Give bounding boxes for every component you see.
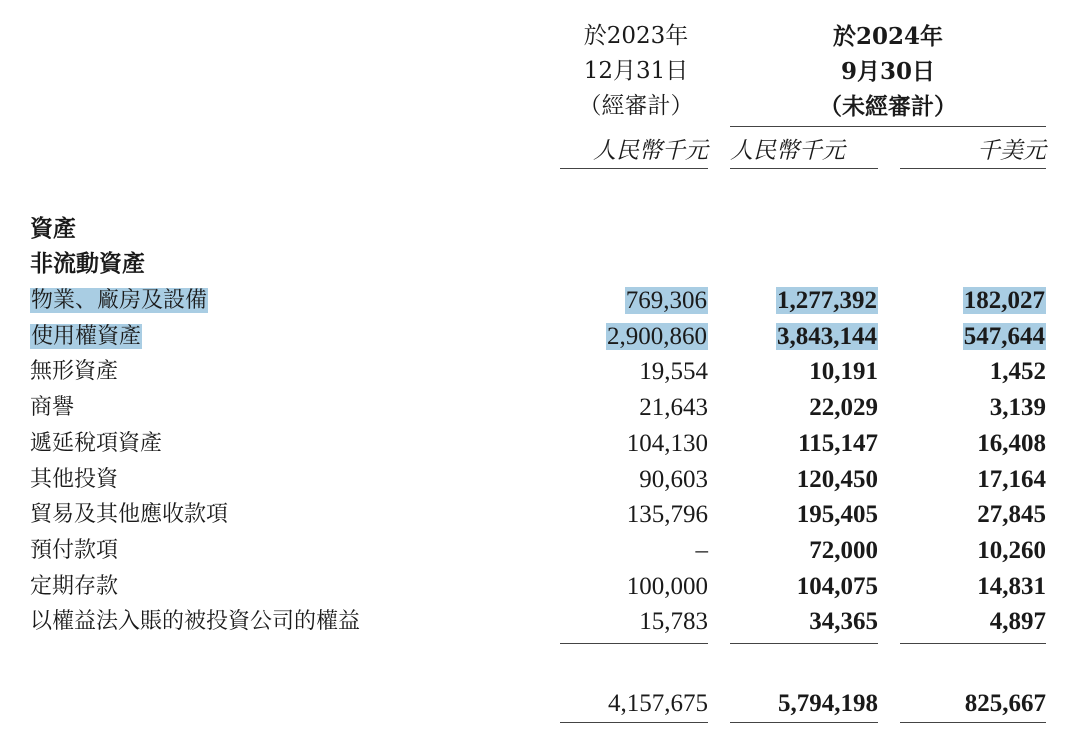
header-2023-year: 於2023年: [583, 23, 689, 49]
subtotal-rule-3: [900, 643, 1046, 644]
table-row: [0, 604, 1080, 639]
value-2024-usd: [900, 569, 1046, 604]
row-label: [30, 533, 118, 568]
value-2023-rmb: [560, 569, 708, 604]
value-2024-usd: [900, 354, 1046, 389]
value-2024-rmb: [730, 497, 878, 532]
value-2024-rmb: [730, 426, 878, 461]
value-2023-rmb: [560, 604, 708, 639]
subtotal-rule-1: [560, 643, 708, 644]
table-row: [0, 569, 1080, 604]
section-non-current-assets: 非流動資產: [30, 251, 145, 277]
value-2023-rmb-text: 104,130: [626, 429, 708, 457]
value-2024-usd-text: 27,845: [977, 501, 1046, 529]
row-label: [30, 497, 228, 532]
table-row: [0, 497, 1080, 532]
value-2023-rmb-text: 21,643: [639, 394, 708, 422]
value-2024-rmb: [730, 533, 878, 568]
value-2024-rmb-text: 104,075: [796, 572, 878, 600]
value-2024-rmb-text: 120,450: [796, 465, 878, 493]
value-2024-usd-text: 16,408: [977, 429, 1046, 457]
value-2024-usd-text: 1,452: [989, 358, 1046, 386]
value-2024-usd: [900, 426, 1046, 461]
total-rule-1: [560, 722, 708, 723]
unit-rmb-2023: 人民幣千元: [593, 138, 708, 164]
total-rule-2: [730, 722, 878, 723]
value-2024-usd-text: 10,260: [977, 536, 1046, 564]
value-2023-rmb-text: 19,554: [639, 358, 708, 386]
value-2024-usd-text: 17,164: [977, 465, 1046, 493]
value-2023-rmb: [560, 390, 708, 425]
value-2024-usd-text: 182,027: [963, 287, 1045, 314]
row-label: [30, 390, 74, 425]
value-2024-rmb: [730, 604, 878, 639]
row-label-text: 無形資產: [30, 359, 119, 385]
table-row: [0, 319, 1080, 354]
value-2024-rmb-text: 115,147: [798, 429, 878, 457]
value-2023-rmb: [560, 283, 708, 318]
value-2024-usd-text: 14,831: [977, 572, 1046, 600]
value-2024-rmb-text: 195,405: [796, 501, 878, 529]
value-2024-rmb-text: 22,029: [809, 394, 878, 422]
value-2024-usd: [900, 497, 1046, 532]
unit-rmb-2024: 人民幣千元: [730, 138, 845, 164]
value-2023-rmb-text: 2,900,860: [607, 322, 707, 350]
table-row: [0, 533, 1080, 568]
value-2024-rmb: [730, 283, 878, 318]
value-2023-rmb-text: 769,306: [625, 287, 707, 314]
row-label-text: 預付款項: [30, 537, 119, 563]
total-rule-3: [900, 722, 1046, 723]
subtotal-rule-2: [730, 643, 878, 644]
unit-rule-3: [900, 168, 1046, 169]
total-2024-usd: 825,667: [964, 690, 1046, 717]
value-2024-rmb: [730, 319, 878, 354]
value-2023-rmb-text: 90,603: [639, 465, 708, 493]
table-row: [0, 462, 1080, 497]
value-2024-rmb-text: 34,365: [809, 608, 878, 636]
unit-rule-1: [560, 168, 708, 169]
row-label: [30, 569, 118, 604]
value-2023-rmb: [560, 426, 708, 461]
value-2024-rmb: [730, 462, 878, 497]
table-row: [0, 354, 1080, 389]
header-2024-audit: （未經審計）: [819, 93, 957, 120]
value-2024-rmb-text: 10,191: [809, 358, 878, 386]
header-2024-year: 於2024年: [832, 23, 943, 50]
row-label-text: 定期存款: [30, 573, 119, 599]
value-2023-rmb-text: 100,000: [626, 572, 708, 600]
value-2024-rmb-text: 3,843,144: [777, 322, 877, 350]
value-2024-rmb: [730, 390, 878, 425]
value-2024-usd-text: 547,644: [963, 322, 1045, 350]
row-label: [30, 462, 118, 497]
column-header-2024: [730, 19, 1046, 124]
value-2024-rmb: [730, 354, 878, 389]
value-2024-usd: [900, 462, 1046, 497]
row-label-text: 物業、廠房及設備: [31, 288, 208, 313]
value-2023-rmb-text: –: [695, 536, 708, 564]
value-2024-usd: [900, 604, 1046, 639]
row-label-text: 使用權資產: [31, 323, 142, 349]
value-2024-rmb: [730, 569, 878, 604]
table-row: [0, 283, 1080, 318]
row-label-text: 貿易及其他應收款項: [30, 502, 229, 528]
total-2023: 4,157,675: [608, 690, 708, 717]
value-2024-usd: [900, 283, 1046, 318]
table-row: [0, 426, 1080, 461]
value-2023-rmb-text: 15,783: [639, 608, 708, 636]
value-2024-rmb-text: 1,277,392: [777, 287, 877, 314]
value-2023-rmb: [560, 462, 708, 497]
row-label: [30, 354, 118, 389]
header-2024-date: 9月30日: [840, 58, 935, 85]
row-label-text: 其他投資: [30, 466, 119, 492]
header-2023-date: 12月31日: [583, 58, 689, 84]
value-2023-rmb: [560, 354, 708, 389]
column-header-2023: [566, 19, 706, 124]
row-label-text: 以權益法入賬的被投資公司的權益: [30, 609, 361, 635]
value-2023-rmb: [560, 319, 708, 354]
value-2024-usd: [900, 319, 1046, 354]
row-label: [30, 604, 360, 639]
row-label-text: 遞延稅項資產: [30, 430, 163, 456]
value-2024-usd-text: 4,897: [989, 608, 1046, 636]
row-label: [30, 283, 208, 318]
row-label: [30, 426, 162, 461]
value-2023-rmb: [560, 497, 708, 532]
value-2023-rmb: [560, 533, 708, 568]
value-2024-usd-text: 3,139: [989, 394, 1046, 422]
unit-usd-2024: 千美元: [977, 138, 1046, 164]
row-label: [30, 319, 142, 354]
row-label-text: 商譽: [30, 395, 75, 421]
section-assets: 資產: [30, 216, 76, 242]
header-2023-audit: （經審計）: [578, 93, 694, 119]
value-2024-usd: [900, 533, 1046, 568]
header-2024-rule: [730, 126, 1046, 127]
value-2024-rmb-text: 72,000: [809, 536, 878, 564]
unit-rule-2: [730, 168, 878, 169]
value-2023-rmb-text: 135,796: [626, 501, 708, 529]
value-2024-usd: [900, 390, 1046, 425]
total-row: [0, 686, 1080, 721]
total-2024-rmb: 5,794,198: [778, 690, 878, 717]
table-row: [0, 390, 1080, 425]
